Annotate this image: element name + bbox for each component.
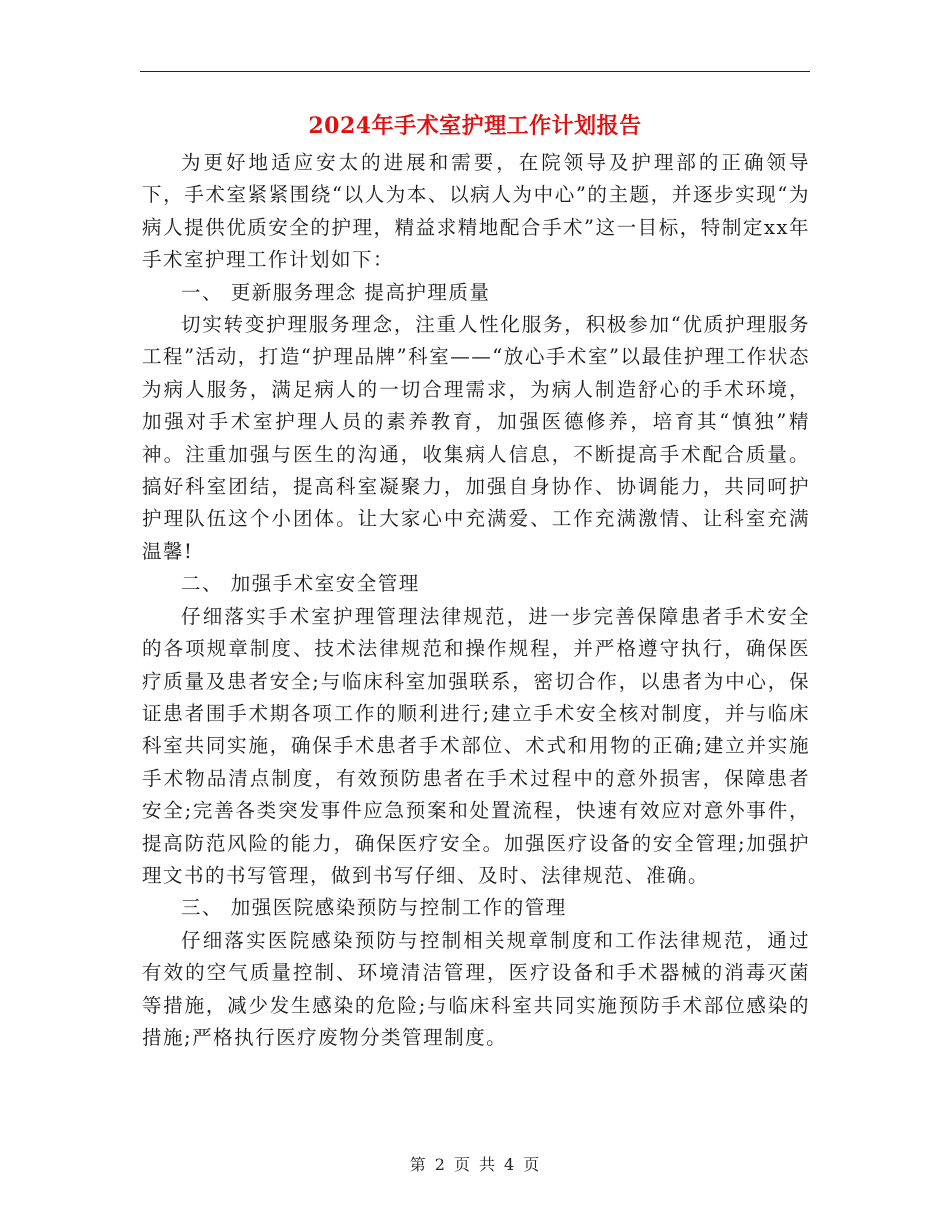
- section-body-3: 仔细落实医院感染预防与控制相关规章制度和工作法律规范，通过有效的空气质量控制、环境清洁管理，医疗设备和手术器械的消毒灭菌等措施，减少发生感染的危险;与临床科室共同实施预防手术部位感染的措施;严格执行医疗废物分类管理制度。: [142, 928, 810, 1049]
- intro-paragraph: 为更好地适应安太的进展和需要，在院领导及护理部的正确领导下，手术室紧紧围绕“以人为本、以病人为中心”的主题，并逐步实现“为病人提供优质安全的护理，精益求精地配合手术”这一目标，特制定xx年手术室护理工作计划如下：: [142, 151, 810, 272]
- footer-total-pages: 4: [504, 1155, 516, 1174]
- header-rule: [140, 71, 810, 72]
- footer-prefix: 第: [409, 1155, 427, 1174]
- document-title: 2024年手术室护理工作计划报告: [308, 113, 642, 139]
- section-heading-2: 二、 加强手术室安全管理: [181, 572, 420, 596]
- footer-total-unit: 页: [523, 1155, 541, 1174]
- document-body: [142, 147, 810, 1054]
- section-heading-1: 一、 更新服务理念 提高护理质量: [181, 280, 491, 304]
- section-heading-3: 三、 加强医院感染预防与控制工作的管理: [181, 896, 567, 920]
- section-body-1: 切实转变护理服务理念，注重人性化服务，积极参加“优质护理服务工程”活动，打造“护理品牌”科室——“放心手术室”以最佳护理工作状态为病人服务，满足病人的一切合理需求，为病人制造舒心的手术环境，加强对手术室护理人员的素养教育，加强医德修养，培育其“慎独”精神。注重加强与医生的沟通，收集病人信息，不断提高手术配合质量。搞好科室团结，提高科室凝聚力，加强自身协作、协调能力，共同呵护护理队伍这个小团体。让大家心中充满爱、工作充满激情、让科室充满温馨!: [142, 313, 810, 563]
- footer-page-unit: 页: [453, 1155, 471, 1174]
- footer-page-number: 2: [434, 1155, 446, 1174]
- page-footer: [0, 1154, 950, 1176]
- footer-total-prefix: 共: [479, 1155, 497, 1174]
- section-body-2: 仔细落实手术室护理管理法律规范，进一步完善保障患者手术安全的各项规章制度、技术法律规范和操作规程，并严格遵守执行，确保医疗质量及患者安全;与临床科室加强联系，密切合作，以患者为中心，保证患者围手术期各项工作的顺利进行;建立手术安全核对制度，并与临床科室共同实施，确保手术患者手术部位、术式和用物的正确;建立并实施手术物品清点制度，有效预防患者在手术过程中的意外损害，保障患者安全;完善各类突发事件应急预案和处置流程，快速有效应对意外事件，提高防范风险的能力，确保医疗安全。加强医疗设备的安全管理;加强护理文书的书写管理，做到书写仔细、及时、法律规范、准确。: [142, 604, 810, 887]
